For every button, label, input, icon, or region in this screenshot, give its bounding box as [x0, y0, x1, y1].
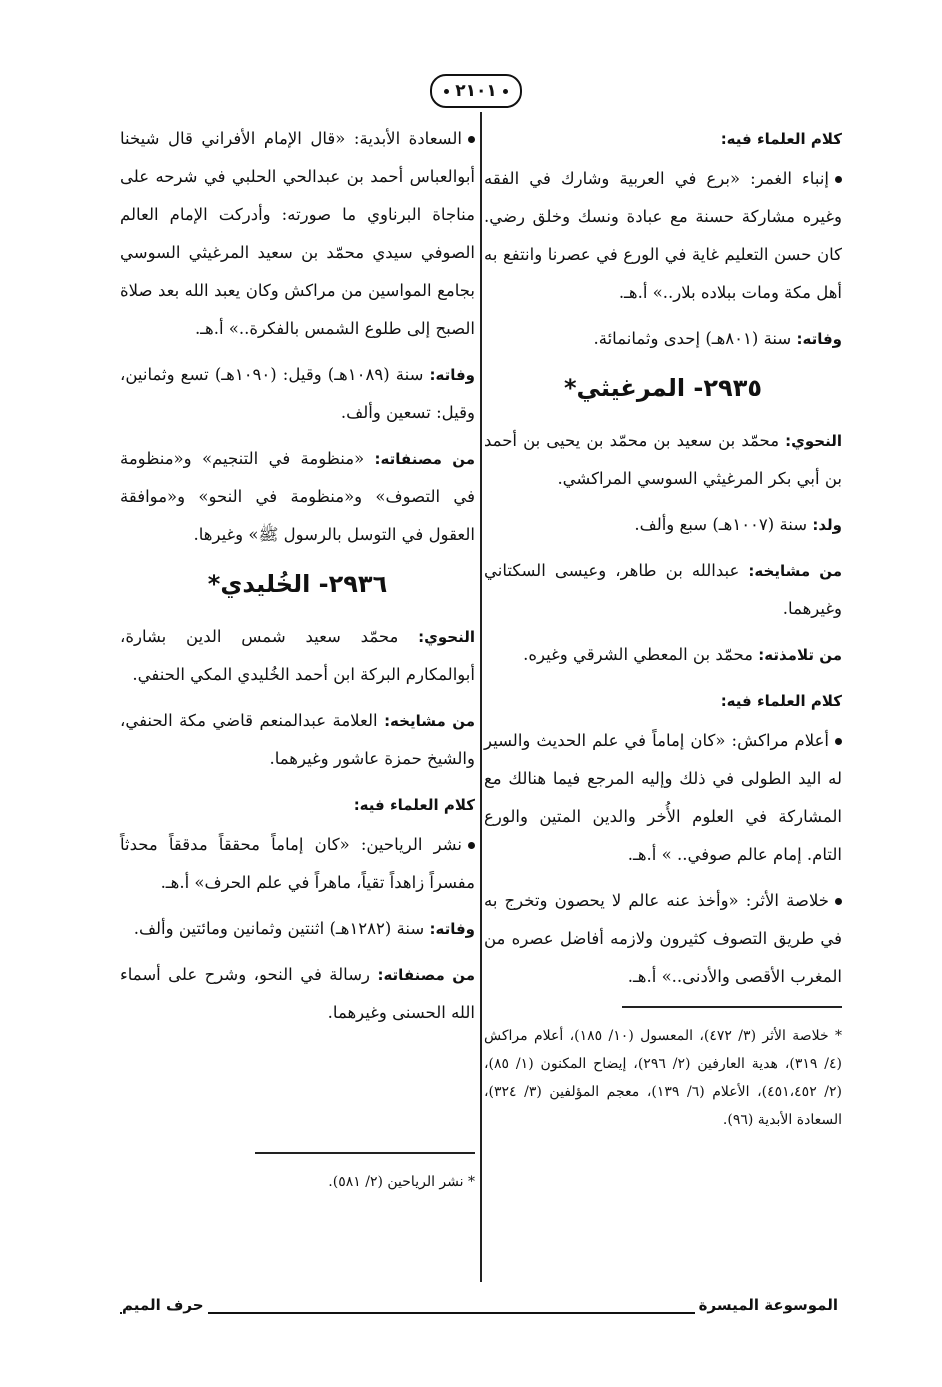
footnote: * نشر الرياحين (٢/ ٥٨١). [328, 1173, 475, 1190]
quote-paragraph [120, 120, 475, 348]
field-value: سنة (١٠٨٩هـ) وقيل: (١٠٩٠هـ) تسع وثمانين، وقيل: تسعين وألف. [120, 365, 475, 422]
field-value: محمّد بن المعطي الشرقي وغيره. [523, 645, 754, 664]
works-paragraph [120, 440, 475, 554]
field-label: وفاته: [796, 330, 842, 348]
quote-text: أعلام مراكش: «كان إماماً في علم الحديث والسير له اليد الطولى في ذلك وإليه المرجع فيما هنالك مع المشاركة في العلوم الأُخر والدين المتين والورع التام. إمام عالم صوفي.. » أ.هـ. [484, 731, 842, 864]
field-value: سنة (١٠٠٧هـ) سبع وألف. [634, 515, 808, 534]
field-label: من مشايخه: [748, 562, 843, 580]
bullet-icon [835, 176, 842, 183]
field-label: النحوي: [785, 432, 842, 450]
field-label: من مشايخه: [384, 712, 475, 730]
field-label: ولد: [812, 516, 842, 534]
bullet-icon [468, 136, 475, 143]
born-paragraph [484, 506, 842, 544]
death-paragraph [120, 356, 475, 432]
column-divider [480, 112, 482, 1282]
quote-paragraph [484, 882, 842, 996]
quote-paragraph [120, 826, 475, 902]
footer-book-title: الموسوعة الميسرة [695, 1296, 838, 1314]
field-value: محمّد سعيد شمس الدين بشارة، أبوالمكارم البركة ابن أحمد الخُليدي المكي الحنفي. [120, 627, 475, 684]
footnote-rule [255, 1152, 475, 1154]
bullet-icon [468, 842, 475, 849]
page-number [430, 74, 522, 108]
section-heading: كلام العلماء فيه: [353, 796, 475, 814]
field-value: «منظومة في التنجيم» و«منظومة في التصوف» و«منظومة في النحو» و«موافقة العقول في التوسل بالرسول ﷺ» وغيرها. [120, 449, 475, 544]
left-column [120, 120, 475, 1196]
quote-text: خلاصة الأثر: «وأخذ عنه عالم لا يحصون وتخرج به في طريق التصوف كثيرون ولازمه أفاضل عصره من المغرب الأقصى والأدنى..» أ.هـ. [484, 891, 842, 986]
field-value: العلامة عبدالمنعم قاضي مكة الحنفي، والشيخ حمزة عاشور وغيرهما. [120, 711, 475, 768]
bullet-icon [835, 898, 842, 905]
field-value: رسالة في النحو، وشرح على أسماء الله الحسنى وغيرهما. [120, 965, 475, 1022]
bullet-icon [835, 738, 842, 745]
bullet-icon [444, 89, 449, 94]
field-value: عبدالله بن طاهر، وعيسى السكتاني وغيرهما. [484, 561, 842, 618]
teachers-paragraph [120, 702, 475, 778]
field-label: من مصنفاته: [374, 450, 475, 468]
quote-text: إنباء الغمر: «برع في العربية وشارك في الفقه وغيره مشاركة حسنة مع عبادة ونسك وخلق رضي. كان حسن التعليم غاية في الورع في عصرنا وانتفع به أهل مكة ومات ببلاده بلار..» أ.هـ. [484, 169, 842, 302]
footnote: * خلاصة الأثر (٣/ ٤٧٢)، المعسول (١٠/ ١٨٥)، أعلام مراكش (٤/ ٣١٩)، هدية العارفين (٢/ ٢٩٦)، إيضاح المكنون (١/ ٨٥)، (٢/ ٤٥١،٤٥٢)، الأعلام (٦/ ١٣٩)، معجم المؤلفين (٣/ ٣٢٤)، السعادة الأبدية (٩٦). [484, 1027, 843, 1128]
field-label: النحوي: [418, 628, 476, 646]
quote-paragraph [484, 160, 842, 312]
entry-title: ٢٩٣٥- المرغيثي* [564, 374, 762, 402]
field-label: وفاته: [429, 366, 476, 384]
quote-text: السعادة الأبدية: «قال الإمام الأفراني قال شيخنا أبوالعباس أحمد بن عبدالحي الحلبي في شرحه على مناجاة البرناوي ما صورته: وأدركت الإمام العالم الصوفي سيدي محمّد بن سعيد المرغيثي السوسي بجامع المواسين من مراكش وكان يعبد الله بعد صلاة الصبح إلى طلوع الشمس بالفكرة..» أ.هـ. [120, 129, 475, 338]
section-heading: كلام العلماء فيه: [720, 130, 842, 148]
death-paragraph [120, 910, 475, 948]
field-value: سنة (٨٠١هـ) إحدى وثمانمائة. [593, 329, 792, 348]
quote-text: نشر الرياحين: «كان إماماً محققاً مدققاً محدثاً مفسراً زاهداً تقياً، ماهراً في علم الحرف» أ.هـ. [120, 835, 475, 892]
death-paragraph [484, 320, 842, 358]
quote-paragraph [484, 722, 842, 874]
nahwi-paragraph [120, 618, 475, 694]
field-value: سنة (١٢٨٢هـ) اثنتين وثمانين ومائتين وألف. [133, 919, 425, 938]
field-label: من تلامذته: [758, 646, 842, 664]
footnote-rule [622, 1006, 842, 1008]
works-paragraph [120, 956, 475, 1032]
nahwi-paragraph [484, 422, 842, 498]
students-paragraph [484, 636, 842, 674]
footer-section: حرف الميم [122, 1296, 208, 1314]
field-label: من مصنفاته: [377, 966, 476, 984]
right-column [484, 120, 842, 1134]
field-value: محمّد بن سعيد بن محمّد بن يحيى بن أحمد بن أبي بكر المرغيثي السوسي المراكشي. [484, 431, 842, 488]
entry-title: ٢٩٣٦- الخُليدي* [207, 570, 388, 598]
page-number-text: ٢١٠١ [455, 81, 497, 101]
bullet-icon [503, 89, 508, 94]
section-heading: كلام العلماء فيه: [720, 692, 842, 710]
field-label: وفاته: [429, 920, 475, 938]
teachers-paragraph [484, 552, 842, 628]
